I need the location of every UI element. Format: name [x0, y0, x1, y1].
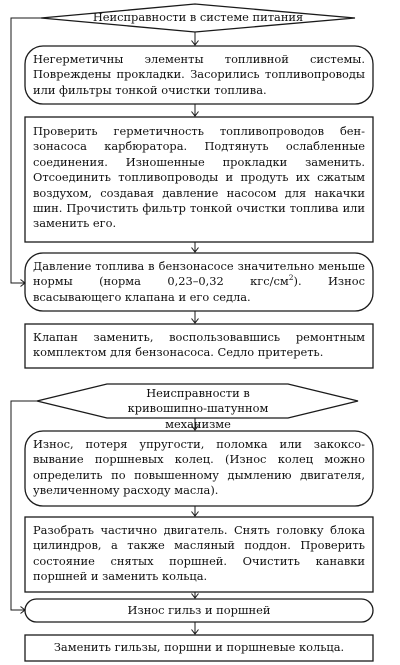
power-system-action-2: Клапан заменить, воспользовавшись ремонтным комплектом для бензонасоса. Седло притереть.: [33, 330, 365, 360]
power-system-action-1: Проверить герметичность топливопроводов бензонасоса карбюратора. Подтянуть ослабленные соединения. Изношенные прокладки заменить. Отсоединить топливопроводы и продуть их сжатым воздухом, создавая давление насосом для накачки шин. Прочистить фильтр тонкой очистки топлива или заменить его.: [33, 124, 365, 231]
crank-mechanism-symptom-2: Износ гильз и поршней: [127, 603, 271, 617]
crank-mechanism-symptom-1: Износ, потеря упругости, поломка или закоксовывание поршневых колец. (Износ колец можно определить по повышенному дымлению двигателя, увеличенному расходу масла).: [33, 437, 365, 498]
power-system-symptom-2: [33, 259, 365, 305]
power-system-symptom-1: Негерметичны элементы топливной системы. Повреждены прокладки. Засорились топливопроводы или фильтры тонкой очистки топлива.: [33, 52, 365, 97]
symptom-2-text-start: Давление топлива в бензонасосе значительно меньше нормы (норма 0,23–0,32 кгс/см: [33, 259, 365, 289]
crank-mechanism-action-1: Разобрать частично двигатель. Снять головку блока цилиндров, а также масляный поддон. Проверить состояние снятых поршней. Очистить канавки поршней и заменить кольца.: [33, 523, 365, 584]
crank-mechanism-action-2: Заменить гильзы, поршни и поршневые кольца.: [53, 640, 345, 654]
unit-exponent: 2: [288, 273, 294, 283]
power-system-title: Неисправности в системе питания: [92, 10, 304, 24]
symptom-2-text-end: ). Износ всасывающего клапана и его седла.: [33, 274, 365, 304]
crank-mechanism-title: Неисправности в кривошипно-шатунном механизме: [127, 386, 269, 431]
